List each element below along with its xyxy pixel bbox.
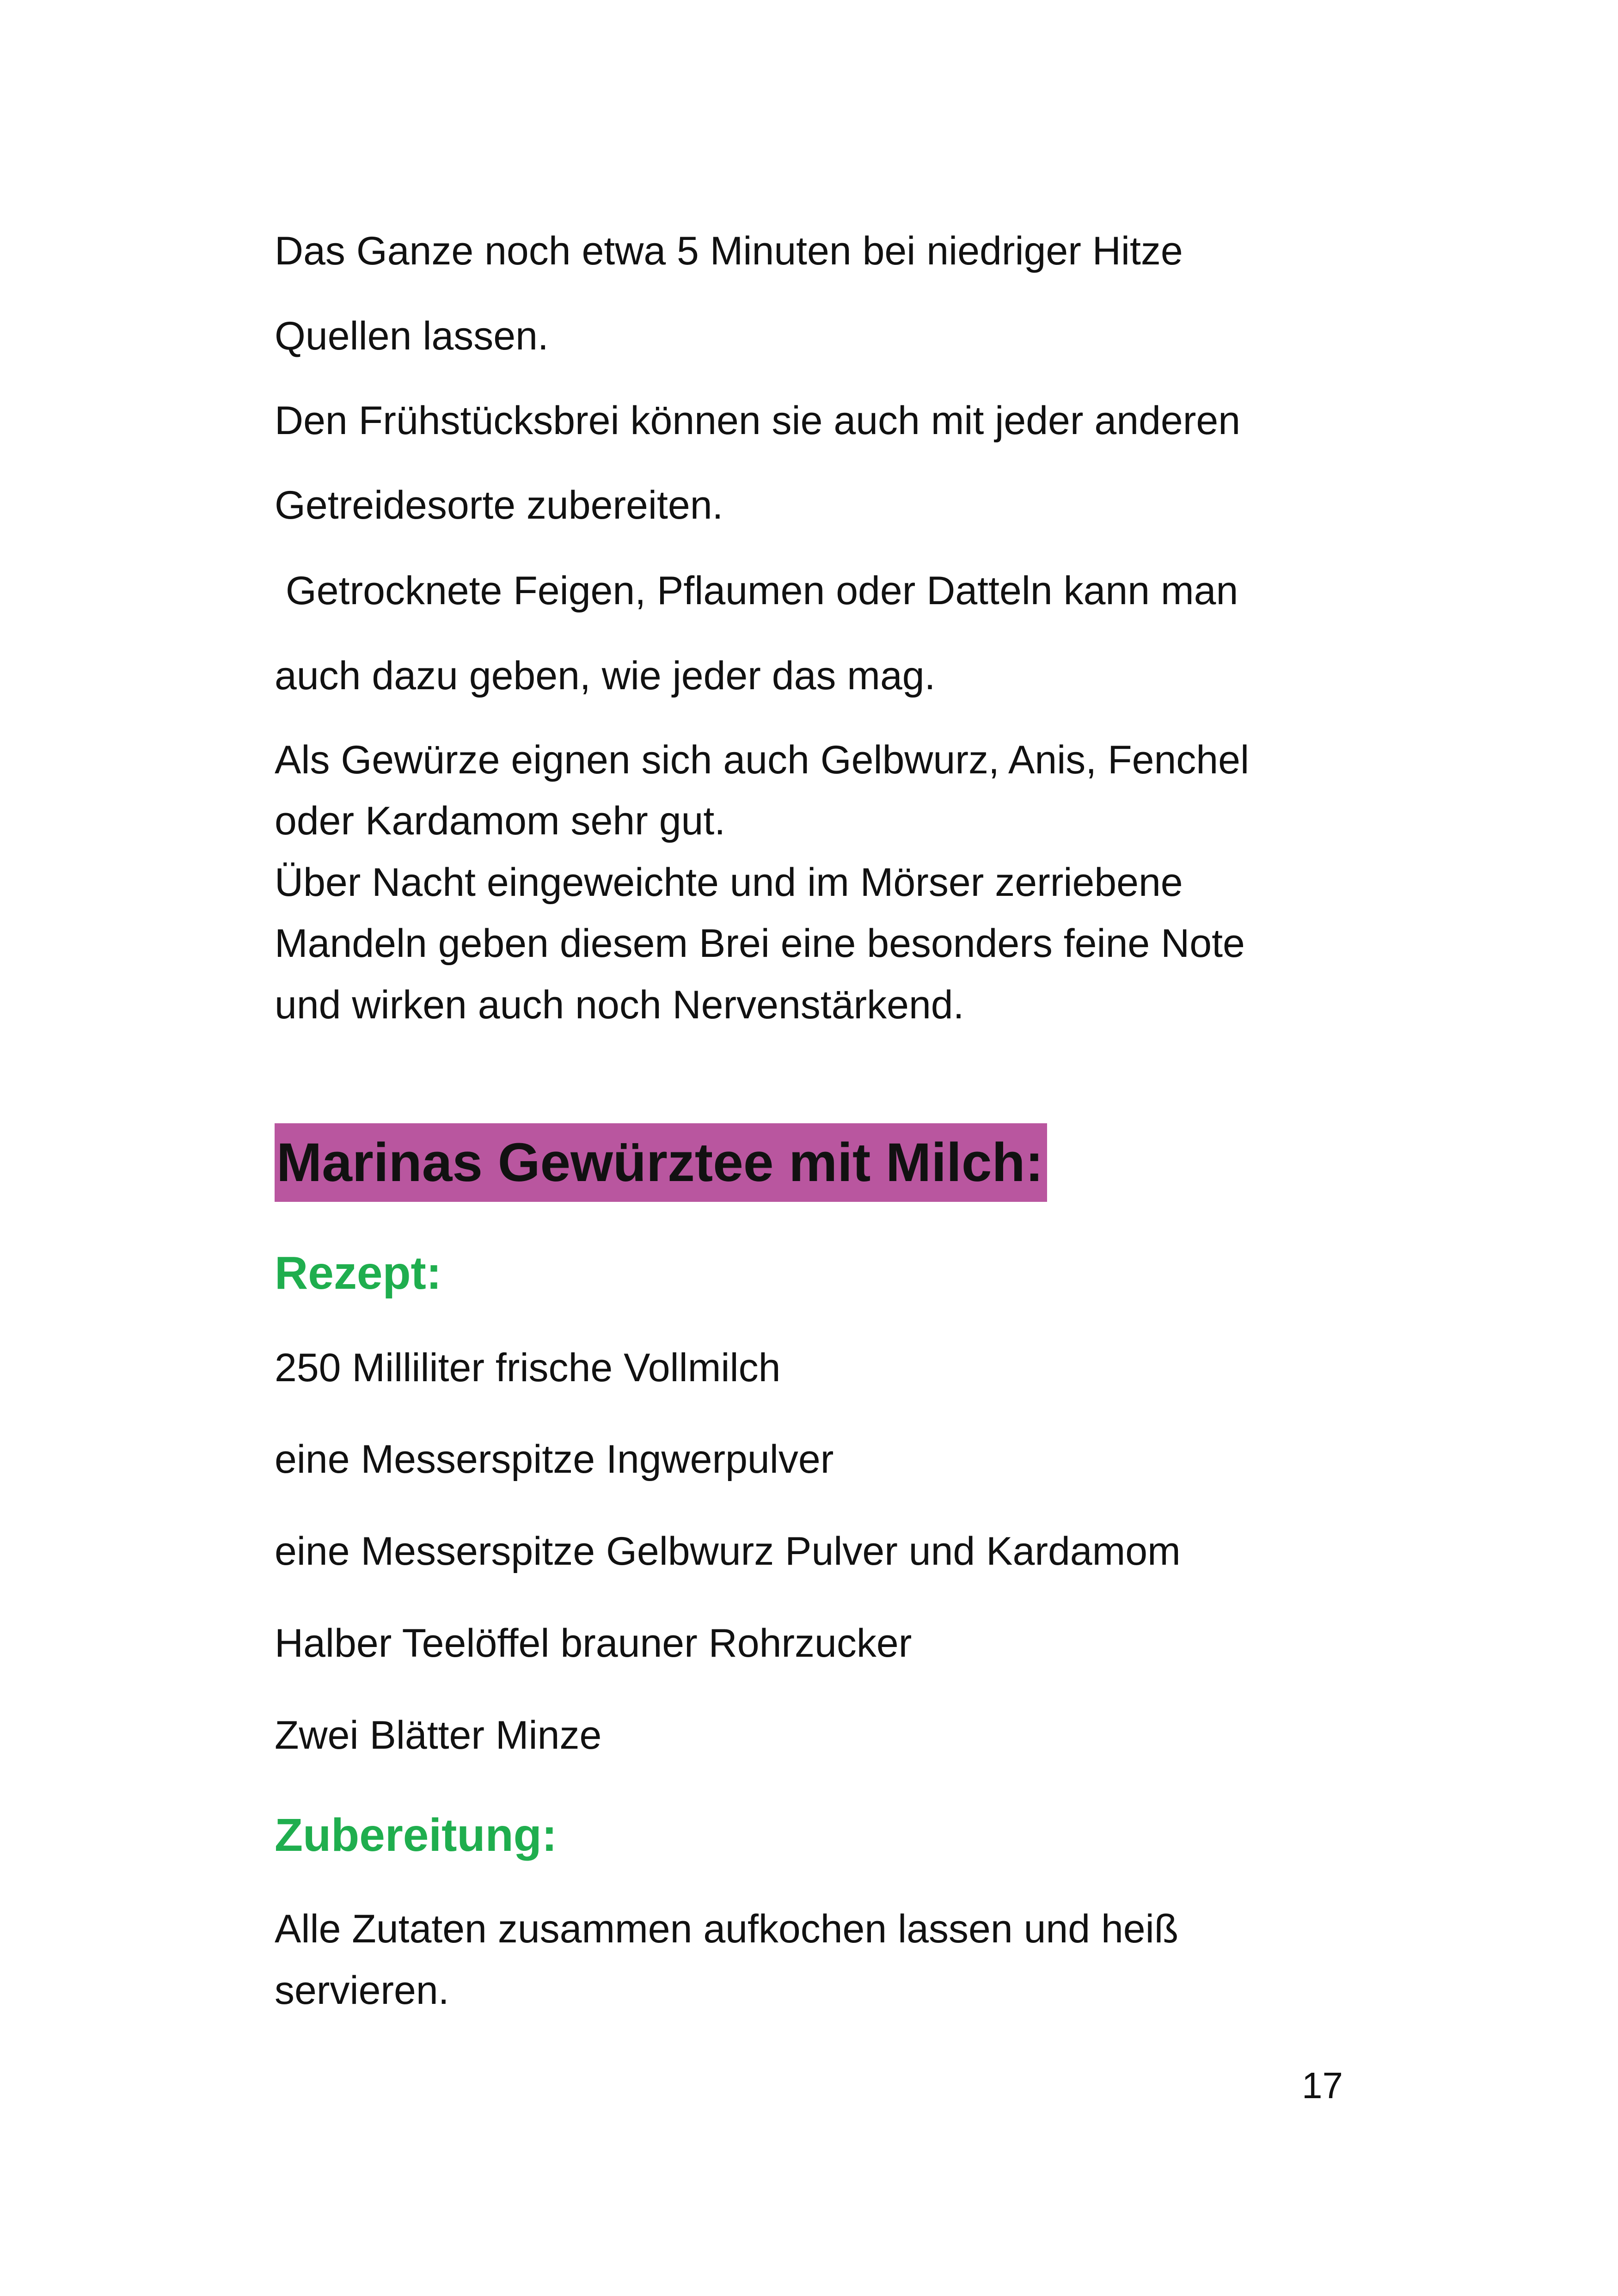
preparation-line: Alle Zutaten zusammen aufkochen lassen und heiß — [275, 1907, 1179, 1951]
ingredient-item: Halber Teelöffel brauner Rohrzucker — [275, 1621, 912, 1665]
ingredient-item: eine Messerspitze Ingwerpulver — [275, 1437, 834, 1482]
intro-line: oder Kardamom sehr gut. — [275, 799, 726, 843]
ingredient-item: eine Messerspitze Gelbwurz Pulver und Kardamom — [275, 1529, 1181, 1574]
preparation-heading: Zubereitung: — [275, 1809, 558, 1861]
intro-line: Den Frühstücksbrei können sie auch mit jeder anderen — [275, 398, 1241, 443]
intro-line: Über Nacht eingeweichte und im Mörser zerriebene — [275, 860, 1183, 905]
recipe-title: Marinas Gewürztee mit Milch: — [275, 1123, 1047, 1202]
intro-line: Das Ganze noch etwa 5 Minuten bei niedriger Hitze — [275, 229, 1183, 273]
preparation-line: servieren. — [275, 1968, 449, 2013]
page-number: 17 — [1302, 2065, 1343, 2106]
intro-line: Getrocknete Feigen, Pflaumen oder Datteln kann man — [275, 569, 1238, 613]
intro-line: Getreidesorte zubereiten. — [275, 483, 723, 527]
ingredient-item: Zwei Blätter Minze — [275, 1713, 602, 1757]
ingredient-item: 250 Milliliter frische Vollmilch — [275, 1346, 781, 1390]
intro-line: Als Gewürze eignen sich auch Gelbwurz, Anis, Fenchel — [275, 738, 1250, 782]
intro-line: Mandeln geben diesem Brei eine besonders feine Note — [275, 921, 1245, 966]
intro-line: Quellen lassen. — [275, 314, 549, 358]
intro-line: und wirken auch noch Nervenstärkend. — [275, 983, 964, 1027]
intro-line: auch dazu geben, wie jeder das mag. — [275, 654, 936, 698]
ingredients-heading: Rezept: — [275, 1247, 442, 1299]
